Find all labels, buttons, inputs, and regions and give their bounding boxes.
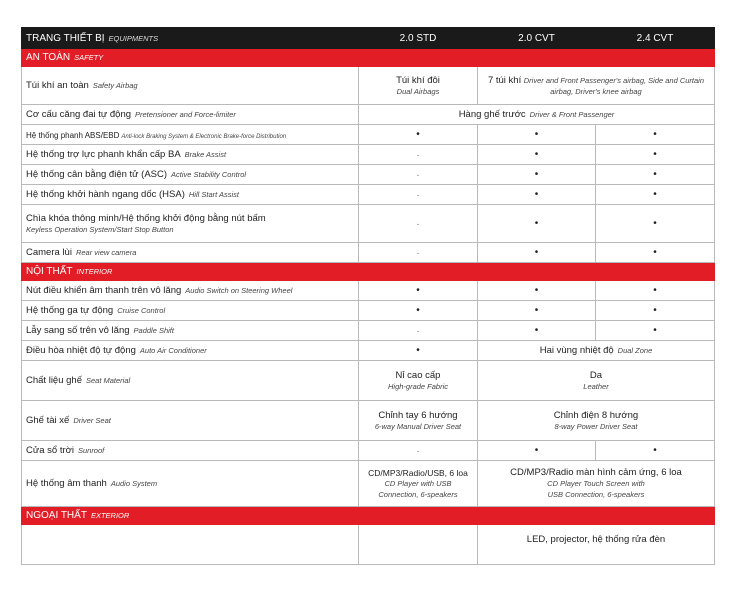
cell-std: - (359, 185, 478, 205)
cell-cvt: CD/MP3/Radio màn hình cảm ứng, 6 loa CD Player Touch Screen with USB Connection, 6-speakers (478, 461, 715, 507)
table-row (22, 321, 715, 341)
table-row (22, 401, 715, 441)
section-exterior (22, 507, 715, 525)
cell-cvt: Da Leather (478, 361, 715, 401)
table-row (22, 361, 715, 401)
row-label: Chất liệu ghế Seat Material (22, 361, 359, 401)
cell-std: • (359, 341, 478, 361)
table-row (22, 341, 715, 361)
section-title: AN TOÀN SAFETY (22, 49, 715, 67)
row-label: Cơ cấu căng đai tự động Pretensioner and Force-limiter (22, 105, 359, 125)
cell-cvt20: • (478, 125, 596, 145)
table-row (22, 205, 715, 243)
cell-cvt20: • (478, 321, 596, 341)
table-row (22, 461, 715, 507)
row-label: Lẫy sang số trên vô lăng Paddle Shift (22, 321, 359, 341)
cell-std: • (359, 281, 478, 301)
cell-cvt: Chỉnh điện 8 hướng 8-way Power Driver Seat (478, 401, 715, 441)
cell-cvt24: • (596, 165, 715, 185)
table-row (22, 281, 715, 301)
cell-cvt: Hai vùng nhiệt độ Dual Zone (478, 341, 715, 361)
section-safety (22, 49, 715, 67)
spec-table (21, 27, 715, 565)
row-label (22, 525, 359, 565)
cell-std: - (359, 165, 478, 185)
cell-std: - (359, 145, 478, 165)
cell-std: CD/MP3/Radio/USB, 6 loa CD Player with USB Connection, 6-speakers (359, 461, 478, 507)
cell-cvt24: • (596, 441, 715, 461)
row-label: Hệ thống trợ lực phanh khẩn cấp BA Brake Assist (22, 145, 359, 165)
row-label: Hệ thống cân bằng điện tử (ASC) Active Stability Control (22, 165, 359, 185)
cell-std: Chỉnh tay 6 hướng 6-way Manual Driver Seat (359, 401, 478, 441)
row-label: Điều hòa nhiệt độ tự động Auto Air Conditioner (22, 341, 359, 361)
header-equipments: TRANG THIẾT BỊ EQUIPMENTS (22, 28, 359, 49)
cell-cvt20: • (478, 281, 596, 301)
cell-std: • (359, 125, 478, 145)
cell-cvt20: • (478, 441, 596, 461)
table-row (22, 185, 715, 205)
row-label: Camera lùi Rear view camera (22, 243, 359, 263)
cell-std: Nỉ cao cấp High-grade Fabric (359, 361, 478, 401)
cell-cvt24: • (596, 205, 715, 243)
row-label: Hệ thống âm thanh Audio System (22, 461, 359, 507)
cell-cvt24: • (596, 281, 715, 301)
cell-cvt20: • (478, 205, 596, 243)
section-interior (22, 263, 715, 281)
row-label: Hệ thống phanh ABS/EBD Anti-lock Braking System & Electronic Brake-force Distribution (22, 125, 359, 145)
table-row (22, 105, 715, 125)
cell-cvt20: • (478, 165, 596, 185)
header-col-2-0-std: 2.0 STD (359, 28, 478, 49)
cell-cvt20: • (478, 243, 596, 263)
row-label: Chìa khóa thông minh/Hệ thống khởi động bằng nút bấm Keyless Operation System/Start Stop Button (22, 205, 359, 243)
cell-std: - (359, 441, 478, 461)
cell-cvt20: • (478, 145, 596, 165)
cell-std (359, 525, 478, 565)
cell-cvt24: • (596, 145, 715, 165)
row-label: Cửa sổ trời Sunroof (22, 441, 359, 461)
cell-cvt24: • (596, 321, 715, 341)
cell-cvt: LED, projector, hệ thống rửa đèn (478, 525, 715, 565)
cell-std: Túi khí đôi Dual Airbags (359, 67, 478, 105)
cell-std: - (359, 205, 478, 243)
cell-cvt20: • (478, 185, 596, 205)
table-row (22, 301, 715, 321)
table-row (22, 165, 715, 185)
cell-cvt24: • (596, 125, 715, 145)
table-row (22, 525, 715, 565)
cell-cvt24: • (596, 301, 715, 321)
table-row (22, 67, 715, 105)
cell-std: - (359, 321, 478, 341)
header-row (22, 28, 715, 49)
row-label: Ghế tài xế Driver Seat (22, 401, 359, 441)
table-row (22, 125, 715, 145)
cell-all: Hàng ghế trước Driver & Front Passenger (359, 105, 715, 125)
spec-sheet (21, 27, 714, 565)
row-label: Túi khí an toàn Safety Airbag (22, 67, 359, 105)
table-row (22, 441, 715, 461)
header-col-2-0-cvt: 2.0 CVT (478, 28, 596, 49)
row-label: Nút điều khiển âm thanh trên vô lăng Audio Switch on Steering Wheel (22, 281, 359, 301)
table-row (22, 145, 715, 165)
header-col-2-4-cvt: 2.4 CVT (596, 28, 715, 49)
cell-std: - (359, 243, 478, 263)
cell-cvt: 7 túi khí Driver and Front Passenger's airbag, Side and Curtain airbag, Driver's knee airbag (478, 67, 715, 105)
cell-cvt24: • (596, 243, 715, 263)
section-title: NỘI THẤT INTERIOR (22, 263, 715, 281)
cell-cvt24: • (596, 185, 715, 205)
cell-cvt20: • (478, 301, 596, 321)
row-label: Hệ thống khởi hành ngang dốc (HSA) Hill Start Assist (22, 185, 359, 205)
section-title: NGOẠI THẤT EXTERIOR (22, 507, 715, 525)
row-label: Hệ thống ga tự động Cruise Control (22, 301, 359, 321)
cell-std: • (359, 301, 478, 321)
table-row (22, 243, 715, 263)
